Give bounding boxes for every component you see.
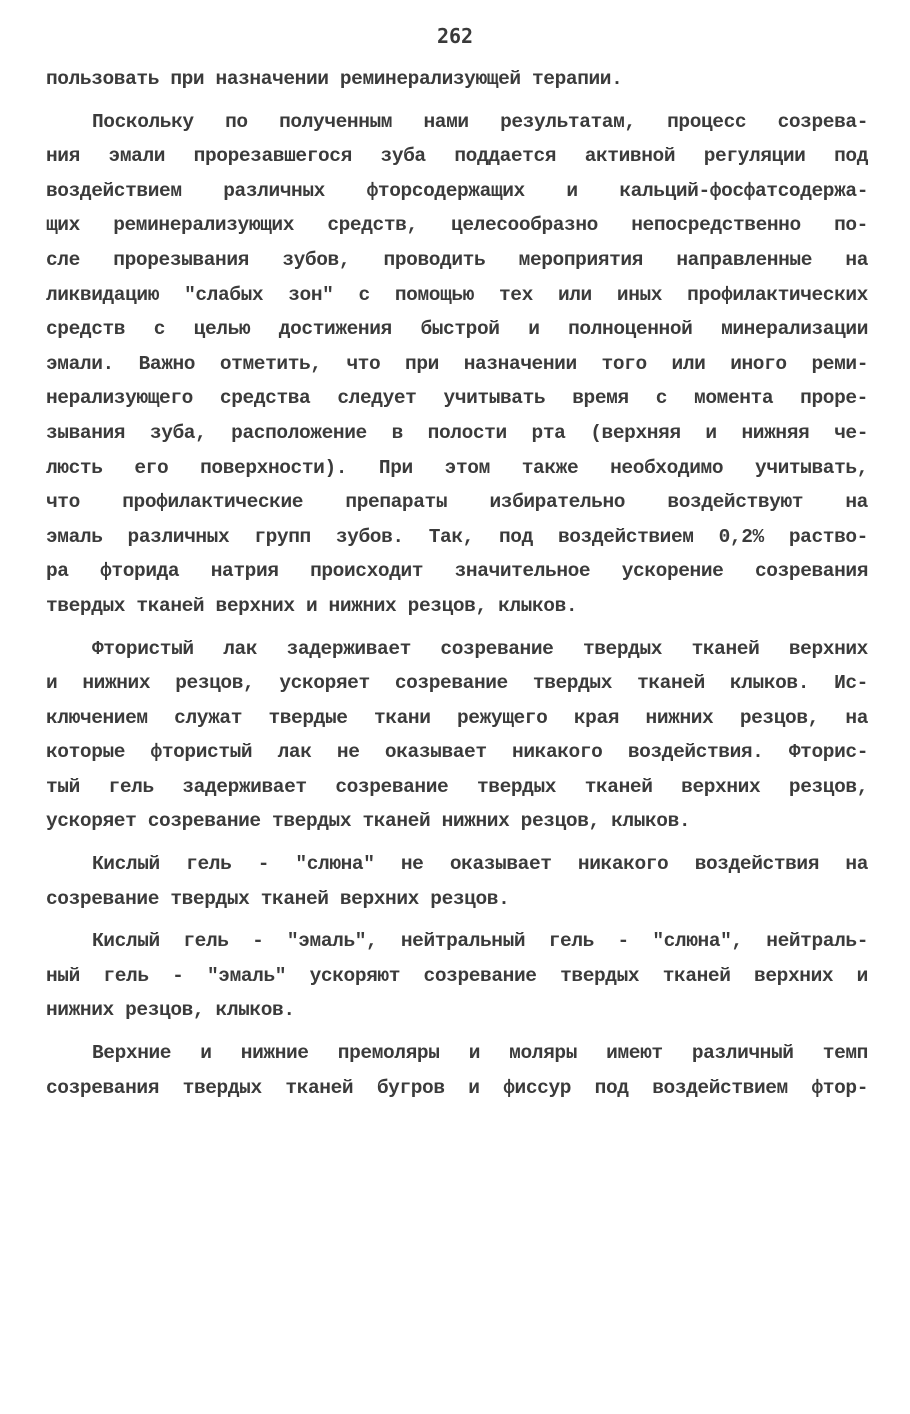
text-line: пользовать при назначении реминерализующей терапии. [46, 68, 623, 90]
text-line: Поскольку по полученным нами результатам, процесс созрева- [92, 110, 868, 133]
text-line: люсть его поверхности). При этом также необходимо учитывать, [46, 456, 868, 479]
paragraph [46, 62, 868, 97]
page-number: 262 [436, 24, 474, 48]
paragraph [46, 847, 868, 916]
text-line: Верхние и нижние премоляры и моляры имеют различный темп [92, 1042, 868, 1065]
text-line: и нижних резцов, ускоряет созревание твердых тканей клыков. Ис- [46, 672, 868, 695]
text-line: созревания твердых тканей бугров и фиссур под воздействием фтор- [46, 1076, 868, 1099]
text-line: ный гель - "эмаль" ускоряют созревание твердых тканей верхних и [46, 964, 868, 987]
text-line: ликвидацию "слабых зон" с помощью тех или иных профилактических [46, 283, 868, 306]
text-line: ния эмали прорезавшегося зуба поддается активной регуляции под [46, 145, 868, 168]
paragraph [46, 1036, 868, 1105]
text-line: нерализующего средства следует учитывать время с момента проре- [46, 387, 868, 410]
text-line: средств с целью достижения быстрой и полноценной минерализации [46, 318, 868, 341]
text-line: Фтористый лак задерживает созревание твердых тканей верхних [92, 637, 868, 660]
text-line: что профилактические препараты избирательно воздействуют на [46, 491, 868, 514]
text-line: ускоряет созревание твердых тканей нижних резцов, клыков. [46, 810, 691, 833]
text-line: созревание твердых тканей верхних резцов. [46, 887, 510, 910]
text-line: ра фторида натрия происходит значительное ускорение созревания [46, 560, 868, 583]
text-line: Кислый гель - "слюна" не оказывает никакого воздействия на [92, 853, 868, 876]
text-line: ключением служат твердые ткани режущего края нижних резцов, на [46, 706, 868, 729]
body-text [46, 62, 868, 1105]
text-line: твердых тканей верхних и нижних резцов, клыков. [46, 594, 578, 617]
text-line: зывания зуба, расположение в полости рта (верхняя и нижняя че- [46, 421, 868, 444]
text-line: эмали. Важно отметить, что при назначении того или иного реми- [46, 352, 868, 375]
text-line: Кислый гель - "эмаль", нейтральный гель - "слюна", нейтраль- [92, 930, 868, 953]
text-line: эмаль различных групп зубов. Так, под воздействием 0,2% раство- [46, 525, 868, 548]
text-line: которые фтористый лак не оказывает никакого воздействия. Фторис- [46, 741, 868, 764]
text-line: воздействием различных фторсодержащих и кальций-фосфатсодержа- [46, 179, 868, 202]
text-line: сле прорезывания зубов, проводить мероприятия направленные на [46, 248, 868, 271]
paragraph [46, 105, 868, 624]
paragraph [46, 632, 868, 840]
text-line: нижних резцов, клыков. [46, 999, 295, 1022]
paragraph [46, 924, 868, 1028]
text-line: щих реминерализующих средств, целесообразно непосредственно по- [46, 214, 868, 237]
text-line: тый гель задерживает созревание твердых тканей верхних резцов, [46, 775, 868, 798]
